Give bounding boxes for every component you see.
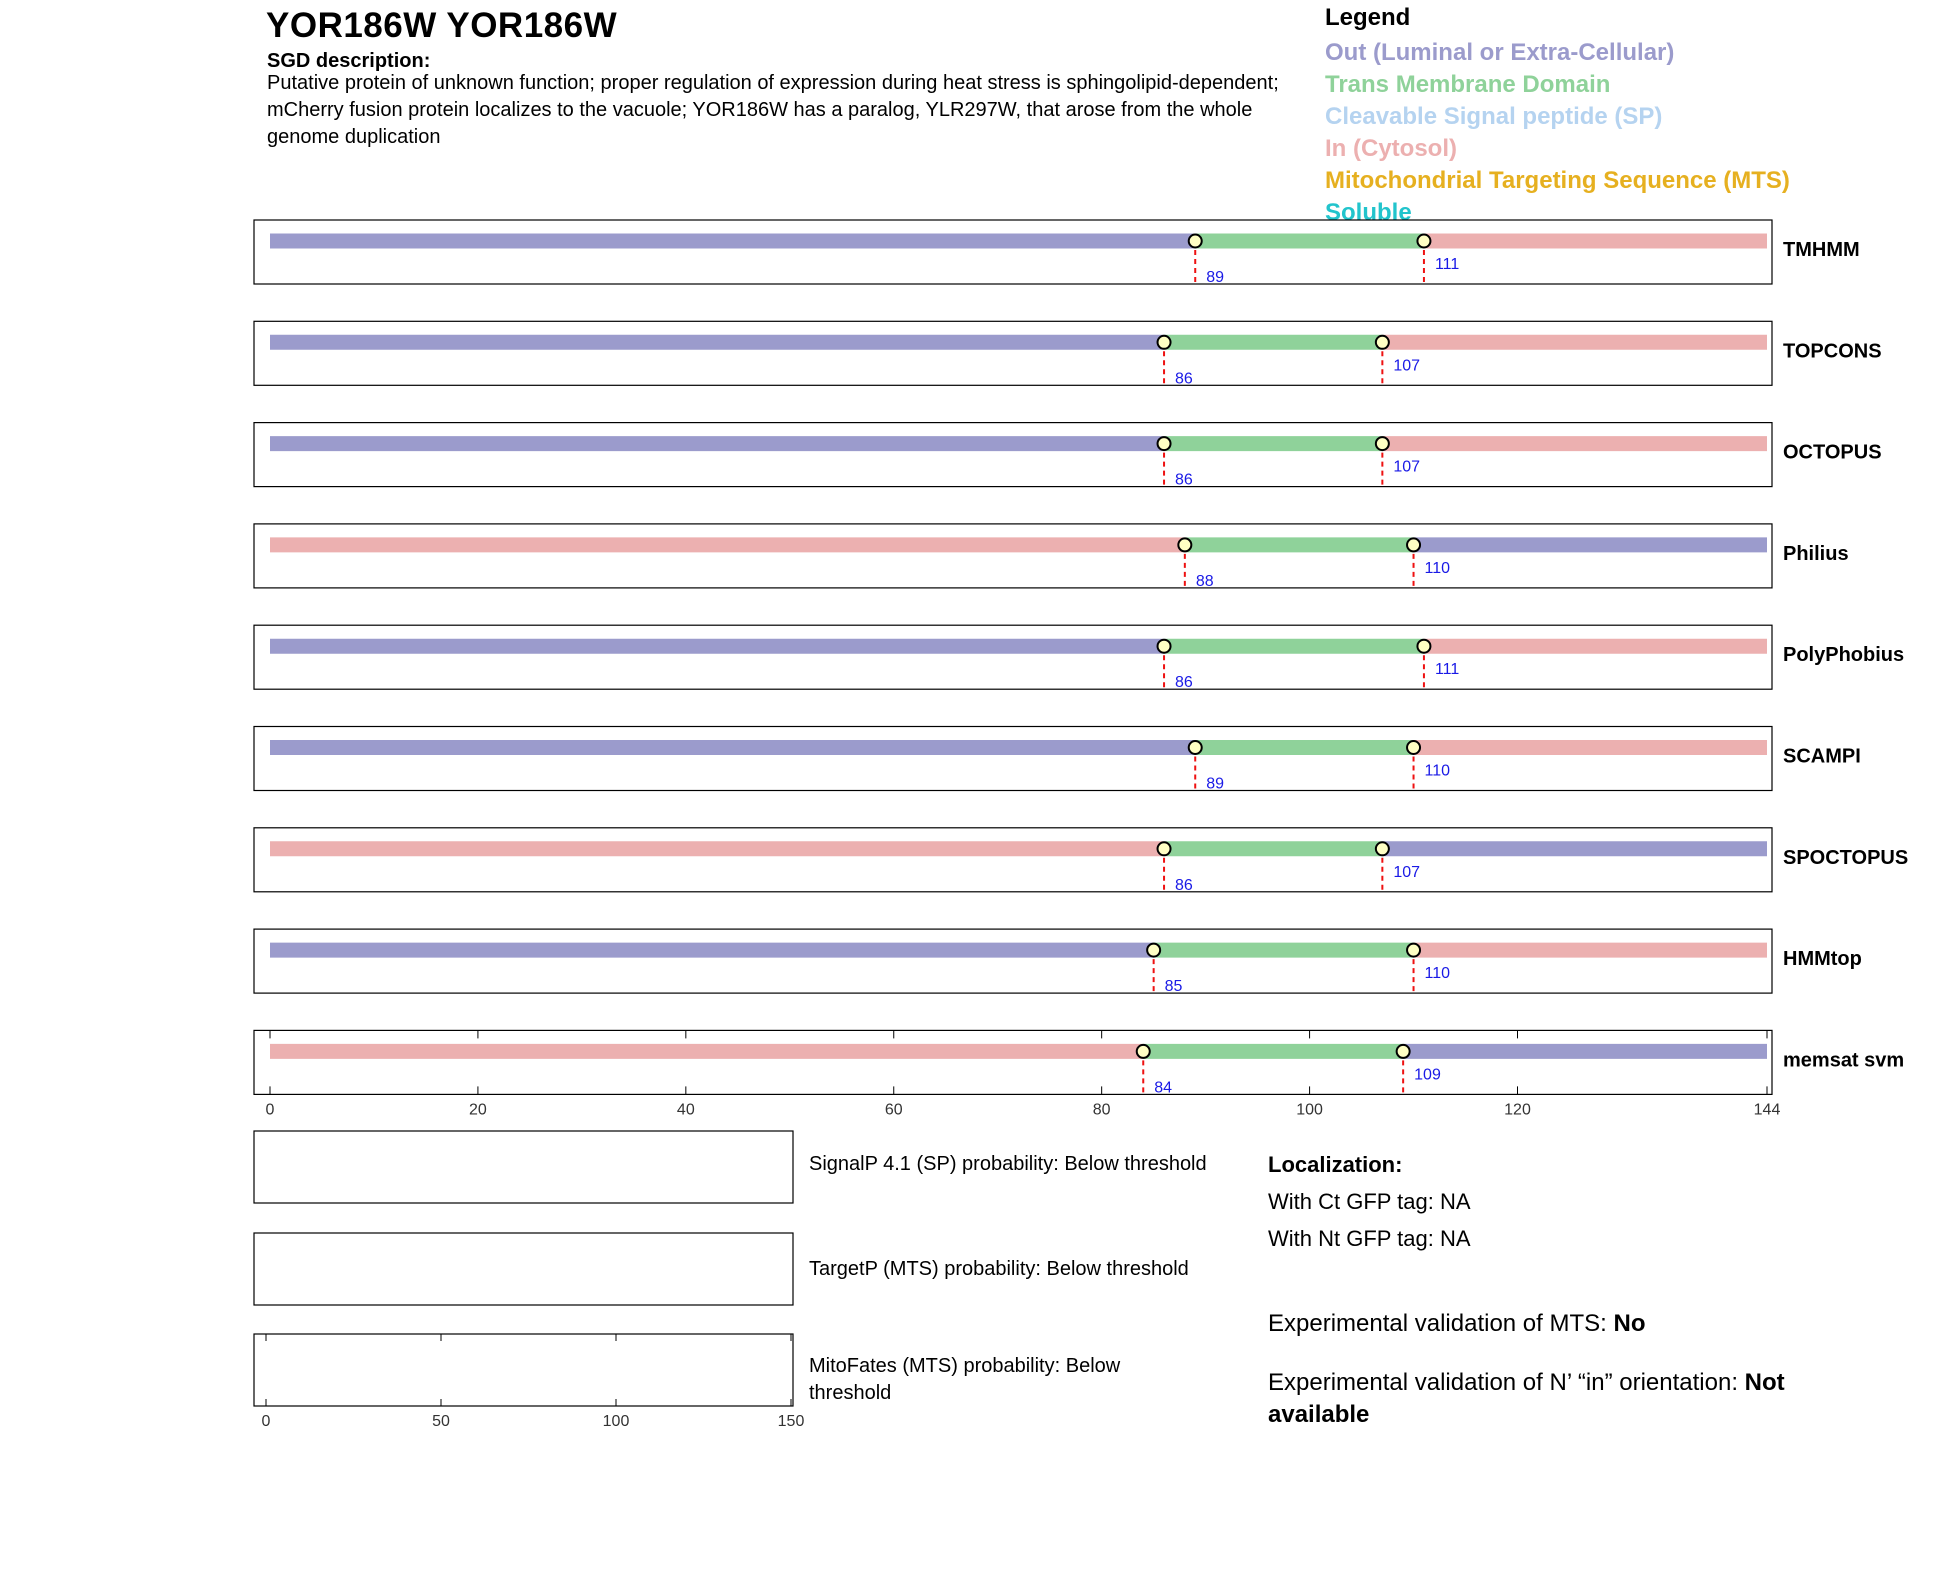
targetp-probability: TargetP (MTS) probability: Below threshold <box>809 1258 1189 1280</box>
prob-tick-label: 50 <box>432 1413 450 1430</box>
track-topcons <box>254 321 1882 387</box>
boundary-label: 86 <box>1175 876 1193 894</box>
probability-box <box>254 1233 793 1305</box>
boundary-marker <box>1397 1045 1410 1058</box>
x-tick-label: 144 <box>1753 1101 1781 1119</box>
localization-nt: With Nt GFP tag: NA <box>1268 1226 1471 1251</box>
track-name: TOPCONS <box>1783 340 1882 363</box>
track-frame <box>254 929 1772 996</box>
track-polyphobius <box>254 625 1904 691</box>
boundary-marker <box>1376 437 1389 450</box>
track-octopus <box>254 423 1882 489</box>
track-name: SCAMPI <box>1783 745 1861 768</box>
validation-mts-label: Experimental validation of MTS: <box>1268 1310 1614 1337</box>
legend-item: Cleavable Signal peptide (SP) <box>1325 103 1663 130</box>
track-frame <box>254 220 1772 284</box>
boundary-marker <box>1189 235 1202 248</box>
legend-item: Out (Luminal or Extra-Cellular) <box>1325 39 1675 66</box>
x-tick-label: 40 <box>676 1101 695 1119</box>
boundary-label: 110 <box>1424 965 1451 983</box>
sgd-description-label: SGD description: <box>267 50 431 72</box>
legend-item: In (Cytosol) <box>1325 135 1457 162</box>
page-title: YOR186W YOR186W <box>266 6 618 45</box>
boundary-marker <box>1407 944 1420 957</box>
track-memsat-svm <box>254 1030 1904 1096</box>
boundary-label: 107 <box>1393 458 1421 476</box>
track-frame <box>254 321 1772 388</box>
boundary-marker <box>1376 842 1389 855</box>
localization-ct: With Ct GFP tag: NA <box>1268 1189 1471 1214</box>
prob-tick-label: 100 <box>602 1413 630 1430</box>
x-tick-label: 60 <box>884 1101 903 1119</box>
track-spoctopus <box>254 828 1908 894</box>
track-frame <box>254 1030 1772 1097</box>
boundary-marker <box>1417 640 1430 653</box>
track-scampi <box>254 727 1861 793</box>
track-hmmtop <box>254 929 1862 995</box>
track-frame <box>254 828 1772 892</box>
legend-item: Trans Membrane Domain <box>1325 71 1611 98</box>
boundary-marker <box>1178 538 1191 551</box>
boundary-marker <box>1137 1045 1150 1058</box>
track-name: OCTOPUS <box>1783 441 1882 464</box>
x-tick-label: 80 <box>1092 1101 1111 1119</box>
track-name: memsat svm <box>1783 1049 1905 1072</box>
boundary-marker <box>1158 336 1171 349</box>
boundary-label: 110 <box>1424 762 1451 780</box>
track-frame <box>254 625 1772 692</box>
boundary-label: 89 <box>1206 269 1225 286</box>
track-frame <box>254 423 1772 487</box>
track-frame <box>254 524 1772 588</box>
validation-orientation <box>1268 1367 1868 1431</box>
signalp-probability: SignalP 4.1 (SP) probability: Below threshold <box>809 1153 1207 1175</box>
boundary-marker <box>1147 944 1160 957</box>
boundary-label: 84 <box>1154 1079 1173 1097</box>
boundary-label: 107 <box>1393 863 1421 881</box>
track-tmhmm <box>254 220 1860 286</box>
boundary-marker <box>1158 842 1171 855</box>
boundary-label: 86 <box>1175 471 1193 489</box>
prob-tick-label: 150 <box>777 1413 805 1430</box>
boundary-marker <box>1158 437 1171 450</box>
track-philius <box>254 524 1849 590</box>
boundary-label: 109 <box>1414 1066 1441 1084</box>
prob-tick-label: 0 <box>261 1413 271 1430</box>
track-frame <box>254 727 1772 791</box>
boundary-marker <box>1407 538 1420 551</box>
boundary-marker <box>1417 235 1430 248</box>
probability-box <box>254 1131 793 1203</box>
track-name: TMHMM <box>1783 239 1860 261</box>
mitofates-probability: MitoFates (MTS) probability: Below threshold <box>809 1355 1121 1404</box>
legend-item: Soluble <box>1325 199 1412 226</box>
legend-item: Mitochondrial Targeting Sequence (MTS) <box>1325 167 1790 194</box>
localization-title: Localization: <box>1268 1152 1403 1177</box>
boundary-marker <box>1158 640 1171 653</box>
track-name: Philius <box>1783 542 1849 565</box>
x-tick-label: 20 <box>469 1101 487 1119</box>
boundary-label: 85 <box>1164 978 1183 996</box>
boundary-marker <box>1407 741 1420 754</box>
track-name: HMMtop <box>1783 948 1862 971</box>
validation-orientation-label: Experimental validation of N’ “in” orientation: <box>1268 1369 1745 1396</box>
boundary-label: 86 <box>1175 370 1193 388</box>
x-tick-label: 0 <box>265 1101 275 1119</box>
boundary-label: 88 <box>1195 572 1214 590</box>
boundary-marker <box>1189 741 1202 754</box>
boundary-marker <box>1376 336 1389 349</box>
track-name: PolyPhobius <box>1783 644 1905 667</box>
validation-mts-value: No <box>1613 1310 1646 1337</box>
probability-box <box>254 1334 793 1406</box>
track-name: SPOCTOPUS <box>1783 846 1909 869</box>
x-tick-label: 120 <box>1504 1101 1531 1119</box>
boundary-label: 86 <box>1175 674 1193 692</box>
boundary-label: 110 <box>1424 559 1451 577</box>
validation-mts <box>1268 1308 1868 1340</box>
x-tick-label: 100 <box>1296 1101 1323 1119</box>
boundary-label: 107 <box>1393 357 1421 375</box>
sgd-description-text: Putative protein of unknown function; proper regulation of expression during heat stress is sphingolipid-dependent; mCherry fusion protein localizes to the vacuole; YOR186W has a paralog, YLR297W, that arose from the whole genome duplication <box>267 72 1279 148</box>
boundary-label: 111 <box>1434 256 1460 273</box>
legend-title: Legend <box>1325 4 1411 31</box>
boundary-label: 111 <box>1434 661 1460 679</box>
boundary-label: 89 <box>1206 775 1225 793</box>
validation-orientation-value: Not available <box>1268 1369 1785 1428</box>
